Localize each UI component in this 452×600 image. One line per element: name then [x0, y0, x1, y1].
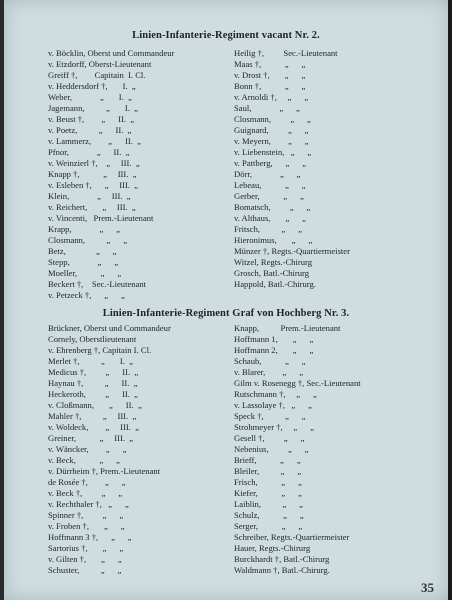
officer-entry: Krapp, „ „ — [48, 224, 121, 234]
officer-entry: v. Böcklin, Oberst und Commandeur — [48, 48, 175, 58]
officer-entry: v. Dürrheim †, Prem.-Lieutenant — [48, 466, 161, 476]
officer-entry: Heckeroth, „ II. „ — [48, 389, 138, 399]
officer-entry: v. Woldeck, „ III. „ — [48, 422, 139, 432]
officer-list-left — [48, 323, 233, 583]
officer-entry: Schuster, „ „ — [48, 565, 122, 575]
officer-entry: v. Pattberg, „ „ — [234, 158, 307, 168]
officer-entry: Spinner †, „ „ — [48, 510, 124, 520]
officer-entry: Fritsch, „ „ — [234, 224, 303, 234]
officer-entry: v. Vincenti, Prem.-Lieutenant — [48, 213, 154, 223]
officer-entry: Hieronimus, „ „ — [234, 235, 313, 245]
officer-entry: Witzel, Regts.-Chirurg — [234, 257, 313, 267]
officer-entry: Bonn †, „ „ — [234, 81, 306, 91]
officer-entry: Beckert †, Sec.-Lieutenant — [48, 279, 147, 289]
officer-entry: v. Wäncker, „ „ — [48, 444, 127, 454]
officer-entry: Greiff †, Capitain I. Cl. — [48, 70, 146, 80]
officer-entry: v. Arnoldi †, „ „ — [234, 92, 309, 102]
officer-entry: v. Gilten †, „ „ — [48, 554, 122, 564]
officer-list-left — [48, 48, 233, 308]
officer-entry: Hauer, Regts.-Chirurg — [234, 543, 311, 553]
officer-entry: v. Meyern, „ „ — [234, 136, 309, 146]
officer-entry: Medicus †, „ II. „ — [48, 367, 139, 377]
officer-entry: Heilig †, Sec.-Lieutenant — [234, 48, 338, 58]
officer-entry: Happold, Batl.-Chirurg. — [234, 279, 316, 289]
officer-entry: Closmann, „ „ — [234, 114, 311, 124]
officer-entry: de Rosée †, „ „ — [48, 477, 126, 487]
officer-entry: v. Ehrenberg †, Capitain I. Cl. — [48, 345, 152, 355]
officer-entry: v. Althaus, „ „ — [234, 213, 307, 223]
officer-list-right — [234, 323, 434, 583]
officer-entry: v. Lammerz, „ II. „ — [48, 136, 141, 146]
officer-entry: Grosch, Batl.-Chirurg — [234, 268, 310, 278]
officer-entry: v. Liebenstein, „ „ — [234, 147, 312, 157]
officer-entry: Gilm v. Rosenegg †, Sec.-Lieutenant — [234, 378, 361, 388]
officer-entry: Schaub, „ „ — [234, 356, 306, 366]
officer-entry: Sartorius †, „ „ — [48, 543, 124, 553]
officer-entry: Hoffmann 3 †, „ „ — [48, 532, 132, 542]
officer-entry: Jagemann, „ I. „ — [48, 103, 138, 113]
officer-entry: v. Beust †, „ II. „ — [48, 114, 135, 124]
officer-entry: Guignard, „ „ — [234, 125, 309, 135]
officer-entry: Bomatsch, „ „ — [234, 202, 311, 212]
officer-entry: Schreiber, Regts.-Quartiermeister — [234, 532, 350, 542]
officer-entry: Nebenius, „ „ — [234, 444, 309, 454]
officer-entry: Cornely, Oberstlieutenant — [48, 334, 137, 344]
section-title: Linien-Infanterie-Regiment vacant Nr. 2. — [132, 30, 320, 41]
officer-entry: v. Beck, „ „ — [48, 455, 120, 465]
officer-entry: v. Cloßmann, „ II. „ — [48, 400, 142, 410]
page-number: 35 — [421, 580, 434, 595]
officer-entry: Schulz, „ „ — [234, 510, 304, 520]
officer-entry: Klein, „ III. „ — [48, 191, 131, 201]
document-page — [4, 0, 448, 600]
officer-entry: Serger, „ „ — [234, 521, 303, 531]
officer-entry: v. Rechthaler †, „ „ — [48, 499, 129, 509]
officer-entry: Kiefer, „ „ — [234, 488, 302, 498]
officer-entry: Gerber, „ „ — [234, 191, 304, 201]
officer-entry: Bleiler, „ „ — [234, 466, 302, 476]
officer-entry: v. Reichert, „ III. „ — [48, 202, 136, 212]
officer-entry: Mahler †, „ III. „ — [48, 411, 137, 421]
officer-entry: Lebeau, „ „ — [234, 180, 306, 190]
officer-entry: Hoffmann 1, „ „ — [234, 334, 314, 344]
officer-entry: Merlet †, „ I. „ — [48, 356, 133, 366]
officer-entry: v. Blarer, „ „ — [234, 367, 304, 377]
officer-entry: Brückner, Oberst und Commandeur — [48, 323, 171, 333]
officer-entry: Burckhardt †, Batl.-Chirurg — [234, 554, 330, 564]
officer-entry: Strohmeyer †, „ „ — [234, 422, 314, 432]
officer-entry: Greiner, „ III. „ — [48, 433, 134, 443]
officer-entry: Stepp, „ „ — [48, 257, 119, 267]
officer-entry: Münzer †, Regts.-Quartiermeister — [234, 246, 350, 256]
section-title: Linien-Infanterie-Regiment Graf von Hochberg Nr. 3. — [102, 308, 350, 319]
officer-entry: Saul, „ „ — [234, 103, 300, 113]
officer-list-right — [234, 48, 434, 308]
officer-entry: Closmann, „ „ — [48, 235, 128, 245]
officer-entry: v. Heddersdorf †, I. „ — [48, 81, 136, 91]
officer-entry: v. Etzdorff, Oberst-Lieutenant — [48, 59, 152, 69]
officer-entry: Speck †, „ „ — [234, 411, 306, 421]
officer-entry: v. Petzeck †, „ „ — [48, 290, 125, 300]
officer-entry: v. Lassolaye †, „ „ — [234, 400, 312, 410]
officer-entry: Dörr, „ „ — [234, 169, 301, 179]
officer-entry: v. Froben †, „ „ — [48, 521, 125, 531]
officer-entry: Frisch, „ „ — [234, 477, 302, 487]
officer-entry: Laiblin, „ „ — [234, 499, 303, 509]
officer-entry: Weber, „ I. „ — [48, 92, 132, 102]
officer-entry: v. Beck †, „ „ — [48, 488, 123, 498]
officer-entry: Moeller, „ „ — [48, 268, 122, 278]
officer-entry: Maas †, „ „ — [234, 59, 306, 69]
officer-entry: v. Poetz, „ II. „ — [48, 125, 132, 135]
officer-entry: Brieff, „ „ — [234, 455, 301, 465]
officer-entry: Waldmann †, Batl.-Chirurg. — [234, 565, 330, 575]
officer-entry: Knapp †, „ III. „ — [48, 169, 137, 179]
officer-entry: v. Weinzierl †, „ III. „ — [48, 158, 140, 168]
officer-entry: Betz, „ „ — [48, 246, 117, 256]
officer-entry: Haynau †, „ II. „ — [48, 378, 138, 388]
officer-entry: Hoffmann 2, „ „ — [234, 345, 314, 355]
officer-entry: Pfnor, „ II. „ — [48, 147, 130, 157]
book-edge — [448, 0, 452, 600]
officer-entry: Gesell †, „ „ — [234, 433, 305, 443]
officer-entry: v. Esleben †, „ III. „ — [48, 180, 139, 190]
officer-entry: Rutschmann †, „ „ — [234, 389, 317, 399]
officer-entry: v. Drost †, „ „ — [234, 70, 306, 80]
officer-entry: Knapp, Prem.-Lieutenant — [234, 323, 341, 333]
